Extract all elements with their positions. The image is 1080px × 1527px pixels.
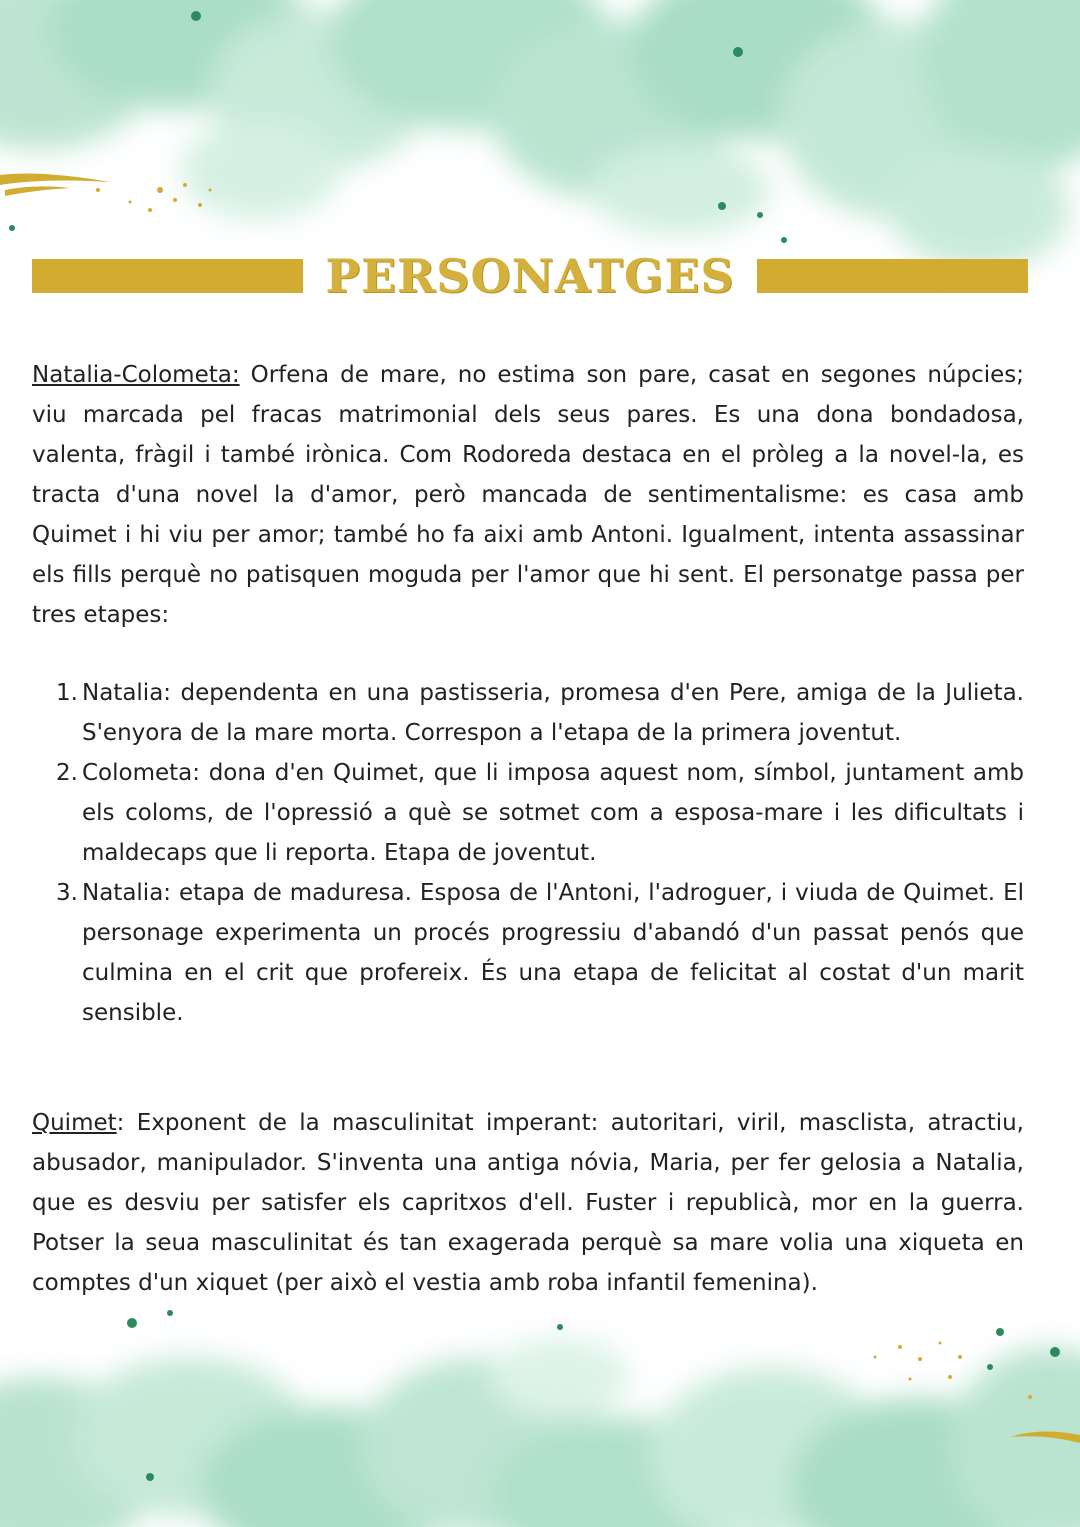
stage-text: Natalia: dependenta en una pastisseria, promesa d'en Pere, amiga de la Julieta. S'enyora de la mare morta. Correspon a l'etapa de la primera joventut. <box>82 680 1024 746</box>
page-title: PERSONATGES <box>325 249 735 303</box>
character-name-natalia: Natalia-Colometa: <box>32 362 240 388</box>
section-quimet <box>32 1103 1024 1303</box>
stage-number: 3. <box>56 880 78 906</box>
natalia-paragraph <box>32 355 1024 635</box>
watercolor-bottom-decoration <box>0 1287 1080 1527</box>
stage-item <box>32 873 1024 1033</box>
stage-text: Colometa: dona d'en Quimet, que li imposa aquest nom, símbol, juntament amb els coloms, de l'opressió a què se sotmet com a esposa-mare i les dificultats i maldecaps que li reporta. Etapa de joventut. <box>82 760 1024 866</box>
stage-number: 1. <box>56 680 78 706</box>
natalia-stages-list <box>32 673 1024 1033</box>
quimet-paragraph <box>32 1103 1024 1303</box>
stage-text: Natalia: etapa de maduresa. Esposa de l'Antoni, l'adroguer, i viuda de Quimet. El personage experimenta un procés progressiu d'abandó d'un passat penós que culmina en el crit que profereix. És una etapa de felicitat al costat d'un marit sensible. <box>82 880 1024 1026</box>
stage-number: 2. <box>56 760 78 786</box>
stages-wrapper <box>32 673 1024 1033</box>
title-bar-right <box>757 259 1028 293</box>
stage-item <box>32 673 1024 753</box>
quimet-description: : Exponent de la masculinitat imperant: autoritari, viril, masclista, atractiu, abusador, manipulador. S'inventa una antiga nóvia, Maria, per fer gelosia a Natalia, que es desviu per satisfer els capritxos d'ell. Fuster i republicà, mor en la guerra. Potser la seua masculinitat és tan exagerada perquè sa mare volia una xiqueta en comptes d'un xiquet (per això el vestia amb roba infantil femenina). <box>32 1110 1024 1296</box>
natalia-description: Orfena de mare, no estima son pare, casat en segones núpcies; viu marcada pel fracas matrimonial dels seus pares. Es una dona bondadosa, valenta, fràgil i també irònica. Com Rodoreda destaca en el pròleg a la novel-la, es tracta d'una novel la d'amor, però mancada de sentimentalisme: es casa amb Quimet i hi viu per amor; també ho fa aixi amb Antoni. Igualment, intenta assassinar els fills perquè no patisquen moguda per l'amor que hi sent. El personatge passa per tres etapes: <box>32 362 1024 628</box>
title-row <box>32 246 1028 306</box>
title-bar-left <box>32 259 303 293</box>
character-name-quimet: Quimet <box>32 1110 117 1136</box>
stage-item <box>32 753 1024 873</box>
section-natalia <box>32 355 1024 1033</box>
